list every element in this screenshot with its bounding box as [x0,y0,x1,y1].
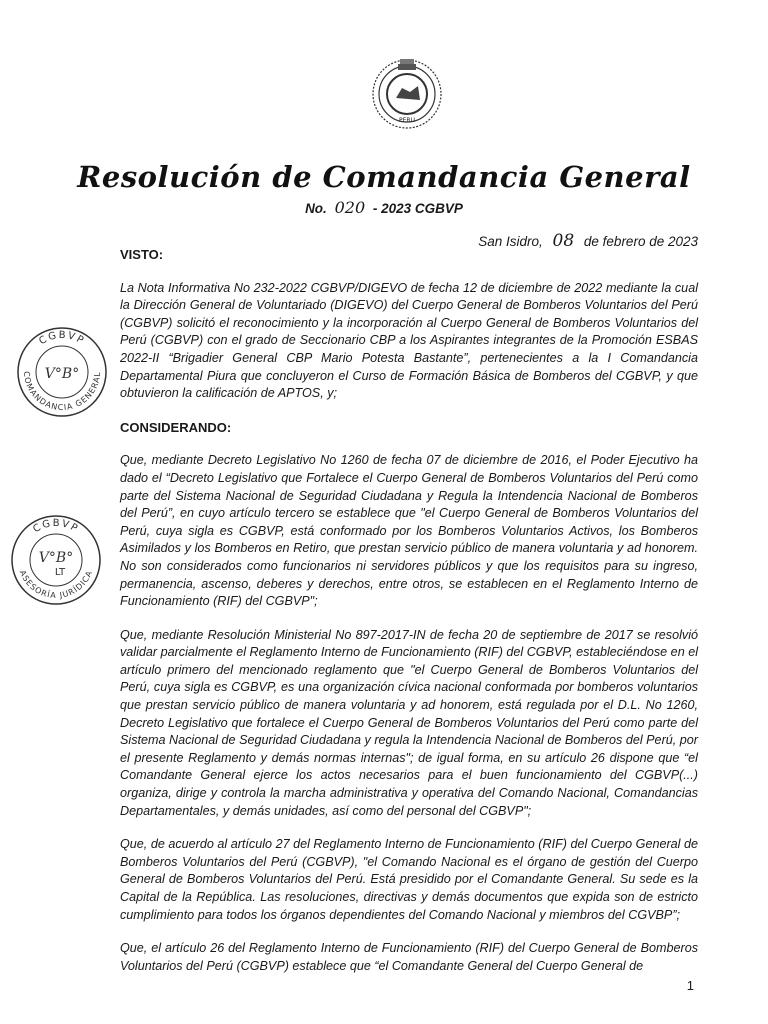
date-day-handwritten: 08 [552,231,575,251]
stamp1-top-text: CGBVP [37,329,87,348]
date-place: San Isidro, [478,234,543,249]
considerando-paragraph-1: Que, mediante Decreto Legislativo No 1260 de fecha 07 de diciembre de 2016, el Poder Ejecutivo ha dado el “Decreto Legislativo que Fortalece el Cuerpo General de Bomberos Voluntarios del Perú como parte del Sistema Nacional de Seguridad Ciudadana y Regula la Intendencia Nacional de Bomberos del Perú”, en cuyo artículo tercero se establece que "el Cuerpo General de Bomberos Voluntarios del Perú, cuya sigla es CGBVP, está conformado por los Bomberos Voluntarios Activos, los Bomberos Asimilados y los Bomberos en Retiro, que prestan servicio público de manera voluntaria y ad honorem. No son considerados como funcionarios ni servidores públicos y que los requisitos para su ingreso, permanencia, ascenso, deberes y derechos, entre otros, se establecen en el Reglamento Interno de Funcionamiento (RIF) del CGBVP"; [120,453,698,609]
page-number: 1 [686,978,694,993]
considerando-heading: CONSIDERANDO: [120,419,232,435]
resolution-number-suffix: - 2023 CGBVP [372,201,463,216]
resolution-number [0,198,768,217]
stamp-comandancia-general [12,320,112,420]
stamp2-bottom-text: ASESORÍA JURÍDICA [17,568,95,601]
stamp2-sub-text: LT [54,567,66,578]
stamp2-top-text: CGBVP [31,517,81,536]
visto-paragraph: La Nota Informativa No 232-2022 CGBVP/DIGEVO de fecha 12 de diciembre de 2022 mediante la cual la Dirección General de Voluntariado (DIGEVO) del Cuerpo General de Bomberos Voluntarios del Perú (CGBVP) solicitó el reconocimiento y la incorporación al Cuerpo General de Bomberos Voluntarios del Perú (CGBVP) con el grado de Seccionario CBP a los Aspirantes integrantes de la Promoción ESBAS 2022-II “Brigadier General CBP Mario Potesta Bastante”, pertenecientes a la I Comandancia Departamental Piura que concluyeron el Curso de Formación Básica de Bomberos del CGBVP, y que obtuvieron la calificación de APTOS, y; [120,280,698,401]
document-title: Resolución de Comandancia General [77,160,691,194]
stamp-asesoria-juridica [6,508,106,608]
considerando-paragraph-4: Que, el artículo 26 del Reglamento Interno de Funcionamiento (RIF) del Cuerpo General de Bomberos Voluntarios del Perú (CGBVP) establece que “el Comandante General del Cuerpo General de [120,941,698,973]
stamp1-bottom-text: COMANDANCIA GENERAL [21,370,103,413]
stamp1-center-text: V°B° [44,366,80,382]
date-rest: de febrero de 2023 [583,234,698,249]
considerando-paragraph-3: Que, de acuerdo al artículo 27 del Reglamento Interno de Funcionamiento (RIF) del Cuerpo General de Bomberos Voluntarios del Perú (CGBVP), "el Comando Nacional es el órgano de gestión del Cuerpo General de Bomberos Voluntarios del Perú. Está presidido por el Comandante General. Su sede es la Capital de la República. Las resoluciones, directivas y demás documentos que expida son de estricto cumplimiento para todos los órganos dependientes del Comando Nacional y miembros del CGVBP”; [120,837,698,922]
visto-heading: VISTO: [120,247,164,262]
svg-text:CGBVP [37,330,86,347]
resolution-number-handwritten: 020 [334,198,366,217]
document-body [120,246,698,975]
stamp2-center-text: V°B° [38,550,74,566]
cgbvp-crest-logo [370,50,444,138]
svg-text:CGBVP [31,518,80,535]
considerando-paragraph-2: Que, mediante Resolución Ministerial No 897-2017-IN de fecha 20 de septiembre de 2017 se resolvió validar parcialmente el Reglamento Interno de Funcionamiento (RIF) del CGBVP, estableciéndose en el artículo primero del mencionado reglamento que "el Cuerpo General de Bomberos Voluntarios del Perú, cuya sigla es CGBVP, es una organización cívica nacional conformada por bomberos voluntarios que prestan servicio público de manera voluntaria y ad honorem, está regulada por el D.L. No 1260, Decreto Legislativo que fortalece el Cuerpo General de Bomberos Voluntarios del Perú como parte del Sistema Nacional de Seguridad Ciudadana y regula la Intendencia Nacional de Bomberos del Perú, por el presente Reglamento y demás normas internas"; de igual forma, en su artículo 26 dispone que “el Comandante General ejerce los actos necesarios para el buen funcionamiento del CGBVP(...) organiza, dirige y controla la marcha administrativa y operativa del Comando Nacional, Comandancias Departamentales, y demás unidades, así como del personal del CGBVP"; [120,627,698,818]
crest-text: PERU [399,117,415,124]
resolution-number-prefix: No. [305,201,327,216]
